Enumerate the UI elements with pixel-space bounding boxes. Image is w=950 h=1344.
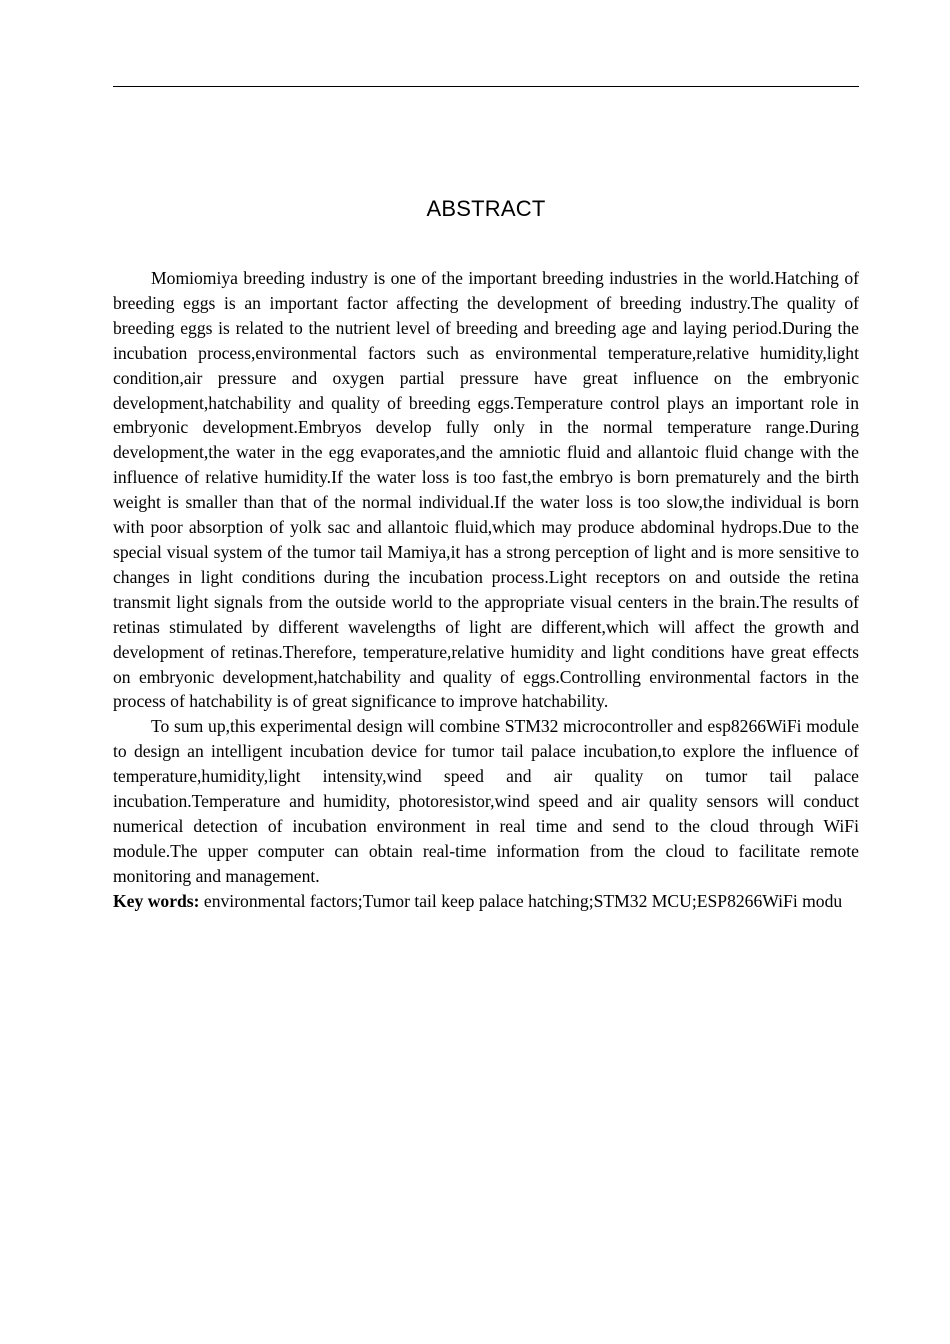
- header-rule: [113, 86, 859, 87]
- abstract-title: ABSTRACT: [426, 196, 546, 221]
- abstract-paragraph-2: To sum up,this experimental design will combine STM32 microcontroller and esp8266WiFi module to design an intelligent incubation device for tumor tail palace incubation,to explore the influence of temperature,humidity,light intensity,wind speed and air quality on tumor tail palace incubation.Temperature and humidity, photoresistor,wind speed and air quality sensors will conduct numerical detection of incubation environment in real time and send to the cloud through WiFi module.The upper computer can obtain real-time information from the cloud to facilitate remote monitoring and management.: [113, 716, 859, 886]
- keywords-text: environmental factors;Tumor tail keep palace hatching;STM32 MCU;ESP8266WiFi modu: [199, 890, 843, 911]
- keywords-line: [113, 889, 859, 914]
- keywords-label: Key words:: [113, 890, 200, 911]
- abstract-body: [113, 266, 859, 914]
- abstract-paragraph-1: Momiomiya breeding industry is one of the important breeding industries in the world.Hatching of breeding eggs is an important factor affecting the development of breeding industry.The quality of breeding eggs is related to the nutrient level of breeding and breeding age and laying period.During the incubation process,environmental factors such as environmental temperature,relative humidity,light condition,air pressure and oxygen partial pressure have great influence on the embryonic development,hatchability and quality of breeding eggs.Temperature control plays an important role in embryonic development.Embryos develop fully only in the normal temperature range.During development,the water in the egg evaporates,and the amniotic fluid and allantoic fluid change with the influence of relative humidity.If the water loss is too fast,the embryo is born prematurely and the birth weight is smaller than that of the normal individual.If the water loss is too slow,the individual is born with poor absorption of yolk sac and allantoic fluid,which may produce abdominal hydrops.Due to the special visual system of the tumor tail Mamiya,it has a strong perception of light and is more sensitive to changes in light conditions during the incubation process.Light receptors on and outside the retina transmit light signals from the outside world to the appropriate visual centers in the brain.The results of retinas stimulated by different wavelengths of light are different,which will affect the growth and development of retinas.Therefore, temperature,relative humidity and light conditions have great effects on embryonic development,hatchability and quality of eggs.Controlling environmental factors in the process of hatchability is of great significance to improve hatchability.: [113, 268, 859, 712]
